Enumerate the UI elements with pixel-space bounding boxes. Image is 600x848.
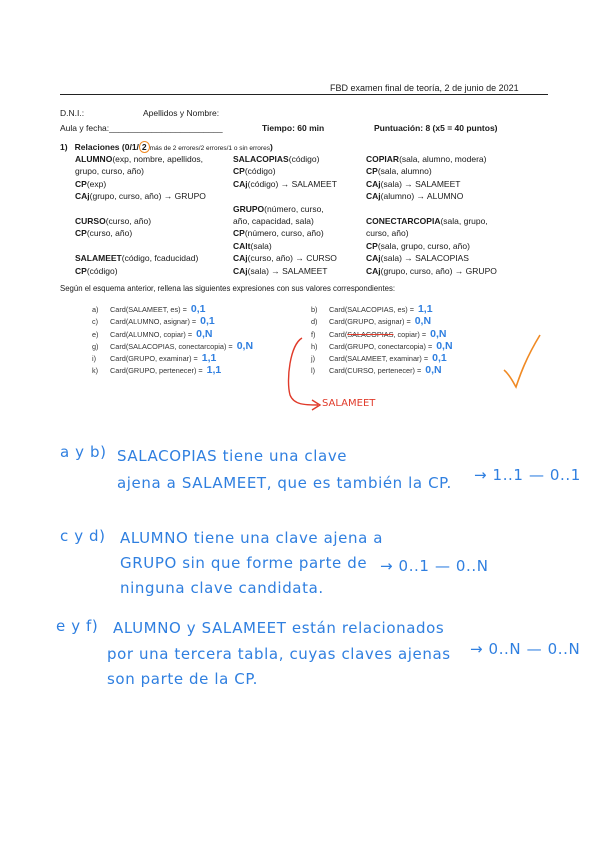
correction-arrow-icon — [289, 338, 319, 405]
card-expression: Card(GRUPO, pertenecer) = — [110, 366, 203, 376]
relation-keyword: SALACOPIAS — [233, 154, 289, 164]
relation-keyword: CP — [233, 166, 245, 177]
relation-attributes: (sala) → SALAMEET — [380, 178, 461, 189]
relation-attributes: (curso, año) — [86, 228, 133, 239]
card-label: b) — [311, 305, 318, 314]
dni-label: D.N.I.: — [60, 108, 85, 118]
relation-attributes: (código) — [244, 166, 276, 177]
handwritten-answer: 0,N — [430, 327, 447, 340]
relation-keyword: CAj — [366, 265, 381, 276]
card-label: k) — [92, 366, 99, 376]
relation-attributes: (sala) → SALAMEET — [247, 265, 328, 276]
card-label: l) — [311, 366, 316, 376]
relation-attributes: (sala, alumno, modera) — [399, 154, 487, 164]
relation-attributes: (grupo, curso, año) → GRUPO — [89, 191, 206, 202]
relation-attributes: (código) — [288, 154, 320, 164]
question-title-b: ) — [269, 142, 273, 152]
relation-attributes: (curso, año) → CURSO — [247, 253, 337, 264]
relation-keyword: COPIAR — [366, 154, 400, 164]
relation-attributes: (curso, año) — [105, 215, 152, 226]
note-2-result-value: 0..1 — 0..N — [398, 557, 489, 575]
relation-keyword: CAj — [75, 191, 90, 202]
note-2-line-1: ALUMNO tiene una clave ajena a — [120, 529, 384, 547]
card-expression: Card(SALACOPIAS, conectarcopia) = — [110, 341, 233, 351]
relation-keyword: CP — [366, 240, 378, 251]
note-2-result: → 0..1 — 0..N — [380, 557, 489, 575]
handwritten-answer: 0,N — [414, 315, 432, 328]
handwritten-answer: 0,1 — [200, 315, 215, 328]
card-label: h) — [311, 341, 318, 351]
question-title-a: Relaciones (0/1/ — [74, 142, 139, 152]
card-label: e) — [92, 329, 99, 339]
relation-attributes: (número, curso, — [264, 203, 324, 214]
card-expression: Card( — [329, 329, 348, 339]
card-label: c) — [92, 317, 99, 327]
handwritten-answer: 0,1 — [190, 303, 206, 315]
card-expression: Card(GRUPO, examinar) = — [110, 354, 198, 364]
question-note: más de 2 errores/2 errores/1 o sin errores — [149, 145, 270, 152]
handwritten-answer: 0,N — [196, 327, 213, 340]
score-label: Puntuación: 8 (x5 = 40 puntos) — [374, 123, 498, 133]
card-expression: Card(ALUMNO, copiar) = — [110, 329, 193, 339]
card-expression: , copiar) = — [393, 329, 427, 339]
struck-text: SALACOPIAS — [347, 329, 394, 339]
relation-keyword: ALUMNO — [75, 154, 113, 164]
relation-attributes: curso, año) — [366, 228, 409, 239]
relation-keyword: CP — [366, 166, 378, 177]
name-label: Apellidos y Nombre: — [143, 108, 220, 118]
note-1-line-1: SALACOPIAS tiene una clave — [117, 447, 348, 465]
card-label: i) — [92, 354, 97, 364]
note-1-line-2: ajena a SALAMEET, que es también la CP. — [117, 474, 452, 492]
relation-keyword: CAj — [366, 191, 381, 202]
card-expression: Card(GRUPO, asignar) = — [329, 317, 411, 327]
card-label: a) — [92, 305, 99, 314]
relation-attributes: (alumno) → ALUMNO — [380, 191, 464, 202]
handwritten-answer: 0,N — [436, 339, 453, 352]
card-label: f) — [311, 329, 316, 339]
relation-keyword: CAj — [233, 178, 248, 189]
relation-keyword: SALAMEET — [75, 253, 122, 264]
relation-keyword: CP — [75, 265, 87, 276]
card-expression: Card(CURSO, pertenecer) = — [329, 366, 422, 376]
card-label: d) — [311, 317, 318, 327]
relation-keyword: CURSO — [75, 215, 106, 226]
handwritten-answer: 0,1 — [432, 352, 447, 365]
circled-grade: 2 — [139, 141, 150, 153]
relation-attributes: (número, curso, año) — [244, 228, 324, 239]
relation-keyword: CP — [233, 228, 245, 239]
relation-attributes: (sala, grupo, — [440, 215, 488, 226]
card-expression: Card(ALUMNO, asignar) = — [110, 317, 197, 327]
handwritten-answer: 1,1 — [206, 364, 222, 377]
note-3-line-1: ALUMNO y SALAMEET están relacionados — [113, 619, 445, 637]
relation-attributes: grupo, curso, año) — [75, 166, 144, 177]
card-expression: Card(GRUPO, conectarcopia) = — [329, 341, 433, 351]
relation-attributes: (exp) — [86, 178, 107, 189]
relation-attributes: año, capacidad, sala) — [233, 215, 314, 226]
handwritten-answer: 1,1 — [417, 303, 433, 315]
checkmark-icon — [504, 335, 540, 387]
exam-title: FBD examen final de teoría, 2 de junio de 2021 — [330, 83, 519, 93]
note-3-result: → 0..N — 0..N — [470, 640, 581, 658]
relation-attributes: (sala) → SALACOPIAS — [380, 253, 469, 264]
note-tag-3: e y f) — [56, 617, 99, 635]
relation-keyword: CONECTARCOPIA — [366, 215, 441, 226]
relation-attributes: (exp, nombre, apellidos, — [112, 154, 204, 164]
relation-keyword: CP — [75, 228, 87, 239]
relation-attributes: (sala, alumno) — [377, 166, 432, 177]
instruction-text: Según el esquema anterior, rellena las siguientes expresiones con sus valores correspondientes: — [60, 284, 396, 293]
relation-attributes: (código) → SALAMEET — [247, 178, 337, 189]
relation-keyword: CAlt — [233, 240, 251, 251]
correction-label: SALAMEET — [322, 398, 376, 409]
note-1-result: → 1..1 — 0..1 — [474, 466, 581, 484]
note-1-result-value: 1..1 — 0..1 — [492, 466, 581, 484]
relation-attributes: (grupo, curso, año) → GRUPO — [380, 265, 497, 276]
note-3-result-value: 0..N — 0..N — [488, 640, 581, 658]
relation-attributes: (código, fcaducidad) — [121, 253, 199, 264]
relation-keyword: CAj — [366, 253, 381, 264]
relation-keyword: CAj — [233, 253, 248, 264]
note-tag-1: a y b) — [60, 443, 107, 461]
card-expression: Card(SALAMEET, examinar) = — [329, 354, 429, 364]
relation-keyword: CP — [75, 178, 87, 189]
relation-attributes: (código) — [86, 265, 118, 276]
relation-keyword: CAj — [233, 265, 248, 276]
relation-attributes: (sala, grupo, curso, año) — [377, 240, 470, 251]
card-label: j) — [311, 354, 316, 364]
relation-keyword: GRUPO — [233, 203, 265, 214]
handwritten-answer: 0,N — [236, 339, 254, 352]
handwritten-answer: 1,1 — [201, 352, 217, 365]
time-label: Tiempo: 60 min — [262, 123, 325, 133]
relation-keyword: CAj — [366, 178, 381, 189]
card-expression: Card(SALAMEET, es) = — [110, 305, 187, 314]
handwritten-answer: 0,N — [425, 364, 442, 377]
aula-label: Aula y fecha:________________________ — [60, 123, 223, 133]
note-3-line-3: son parte de la CP. — [107, 670, 259, 688]
relation-attributes: (sala) — [250, 240, 272, 251]
note-3-line-2: por una tercera tabla, cuyas claves ajenas — [107, 645, 451, 663]
card-label: g) — [92, 341, 99, 351]
question-number: 1) — [60, 142, 68, 152]
note-2-line-3: ninguna clave candidata. — [120, 579, 324, 597]
note-2-line-2: GRUPO sin que forme parte de — [120, 554, 368, 572]
card-expression: Card(SALACOPIAS, es) = — [329, 305, 414, 314]
note-tag-2: c y d) — [60, 527, 106, 545]
